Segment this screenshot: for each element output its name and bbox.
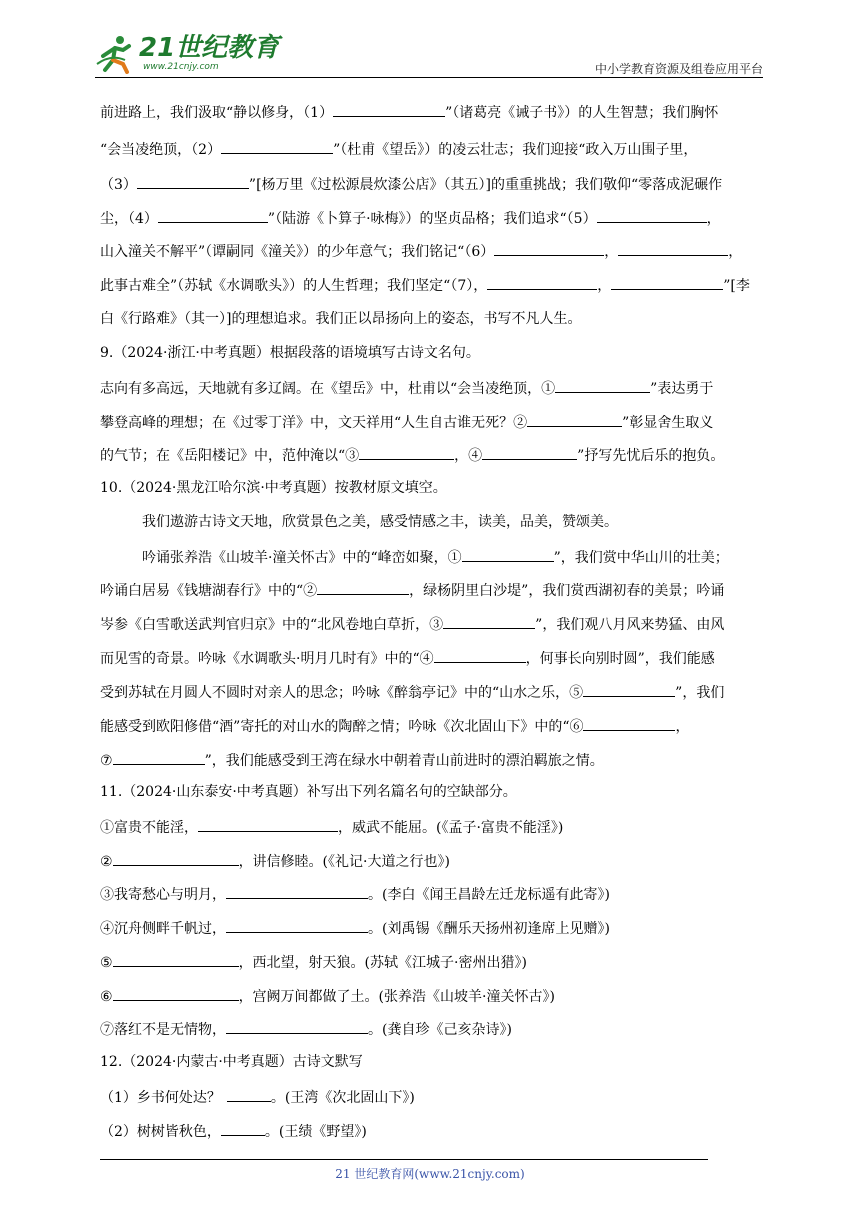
answer-blank (333, 100, 445, 117)
answer-blank (482, 443, 577, 460)
text-line: 志向有多高远，天地就有多辽阔。在《望岳》中，杜甫以“会当凌绝顶，① ”表达勇于 (100, 376, 713, 398)
list-item: ①富贵不能淫， ，威武不能屈。(《孟子·富贵不能淫》) (100, 815, 563, 837)
text-line: 受到苏轼在月圆人不圆时对亲人的思念；吟咏《醉翁亭记》中的“山水之乐，⑤ ”，我们 (100, 680, 724, 702)
answer-blank (611, 273, 723, 290)
answer-blank (137, 172, 249, 189)
text-line: 能感受到欧阳修借“酒”寄托的对山水的陶醉之情；吟咏《次北固山下》中的“⑥ ， (100, 714, 689, 736)
text-line: ⑦ ”，我们能感受到王湾在绿水中朝着青山前进时的漂泊羁旅之情。 (100, 748, 604, 770)
answer-blank (443, 612, 535, 629)
list-item: ⑦落红不是无情物， 。(龚自珍《己亥杂诗》) (100, 1017, 512, 1039)
header-divider (95, 77, 763, 78)
answer-blank (226, 916, 368, 933)
list-item: ⑤ ，西北望，射天狼。(苏轼《江城子·密州出猎》) (100, 950, 527, 972)
footer-divider (100, 1159, 708, 1160)
text-line: 岑参《白雪歌送武判官归京》中的“北风卷地白草折，③ ”，我们观八月风来势猛、由风 (100, 612, 724, 634)
answer-blank (113, 984, 239, 1001)
answer-blank (113, 748, 205, 765)
answer-blank (359, 443, 454, 460)
question-9-title: 9.（2024·浙江·中考真题）根据段落的语境填写古诗文名句。 (100, 345, 480, 361)
answer-blank (618, 239, 728, 256)
list-item: （1）乡书何处达？ 。(王湾《次北固山下》) (100, 1085, 415, 1107)
text-line: 攀登高峰的理想；在《过零丁洋》中，文天祥用“人生自古谁无死？② ”彰显舍生取义 (100, 410, 713, 432)
answer-blank (583, 680, 675, 697)
answer-blank (597, 206, 707, 223)
text-line: 吟诵张养浩《山坡羊·潼关怀古》中的“峰峦如聚，① ”，我们赏中华山川的壮美； (142, 545, 729, 567)
answer-blank (221, 137, 333, 154)
list-item: ③我寄愁心与明月， 。(李白《闻王昌龄左迁龙标遥有此寄》) (100, 882, 610, 904)
text-line: 山入潼关不解平”（谭嗣同《潼关》）的少年意气；我们铭记“（6） ， ， (100, 239, 742, 261)
list-item: （2）树树皆秋色， 。(王绩《野望》) (100, 1119, 367, 1141)
logo-url: www.21cnjy.com (143, 62, 219, 72)
question-12-title: 12.（2024·内蒙古·中考真题）古诗文默写 (100, 1054, 363, 1070)
answer-blank (113, 950, 239, 967)
text-line: 的气节；在《岳阳楼记》中，范仲淹以“③ ，④ ”抒写先忧后乐的抱负。 (100, 443, 724, 465)
list-item: ⑥ ，宫阙万间都做了土。(张养浩《山坡羊·潼关怀古》) (100, 984, 555, 1006)
text-line: “会当凌绝顶，（2） ”（杜甫《望岳》）的凌云壮志；我们迎接“政入万山围子里， (100, 137, 697, 159)
answer-blank (158, 206, 268, 223)
question-10-title: 10.（2024·黑龙江哈尔滨·中考真题）按教材原文填空。 (100, 480, 447, 496)
text-line: （3） ”[杨万里《过松源晨炊漆公店》（其五）]的重重挑战；我们敬仰“零落成泥碾作 (100, 172, 722, 194)
logo-text: 21世纪教育 (139, 33, 280, 63)
answer-blank (555, 376, 650, 393)
answer-blank (434, 646, 526, 663)
answer-blank (221, 1119, 265, 1136)
runner-logo-icon (95, 34, 135, 74)
answer-blank (113, 849, 239, 866)
logo (95, 34, 295, 74)
platform-name: 中小学教育资源及组卷应用平台 (594, 62, 763, 76)
list-item: ② ，讲信修睦。(《礼记·大道之行也》) (100, 849, 450, 871)
answer-blank (527, 410, 622, 427)
page-footer: 21 世纪教育网(www.21cnjy.com) (335, 1167, 525, 1181)
question-11-title: 11.（2024·山东泰安·中考真题）补写出下列名篇名句的空缺部分。 (100, 784, 517, 800)
answer-blank (462, 545, 554, 562)
answer-blank (227, 1085, 271, 1102)
text-line: 吟诵白居易《钱塘湖春行》中的“② ，绿杨阴里白沙堤”，我们赏西湖初春的美景；吟诵 (100, 578, 724, 600)
answer-blank (487, 273, 597, 290)
text-line: 白《行路难》（其一）]的理想追求。我们正以昂扬向上的姿态，书写不凡人生。 (100, 311, 582, 327)
answer-blank (317, 578, 409, 595)
text-line: 此事古难全”（苏轼《水调歌头》）的人生哲理；我们坚定“（7）， ， ”[李 (100, 273, 750, 295)
answer-blank (226, 882, 368, 899)
text-line: 前进路上，我们汲取“静以修身，（1） ”（诸葛亮《诫子书》）的人生智慧；我们胸怀 (100, 100, 718, 122)
text-line: 尘，（4） ”（陆游《卜算子·咏梅》）的坚贞品格；我们追求“（5） ， (100, 206, 721, 228)
text-line: 而见雪的奇景。吟咏《水调歌头·明月几时有》中的“④ ，何事长向别时圆”，我们能感 (100, 646, 715, 668)
answer-blank (494, 239, 604, 256)
list-item: ④沉舟侧畔千帆过， 。(刘禹锡《酬乐天扬州初逢席上见赠》) (100, 916, 610, 938)
answer-blank (226, 1017, 368, 1034)
page-header (95, 28, 763, 80)
answer-blank (198, 815, 338, 832)
answer-blank (583, 714, 675, 731)
text-line: 我们遨游古诗文天地，欣赏景色之美，感受情感之丰，读美，品美，赞颂美。 (142, 514, 618, 530)
